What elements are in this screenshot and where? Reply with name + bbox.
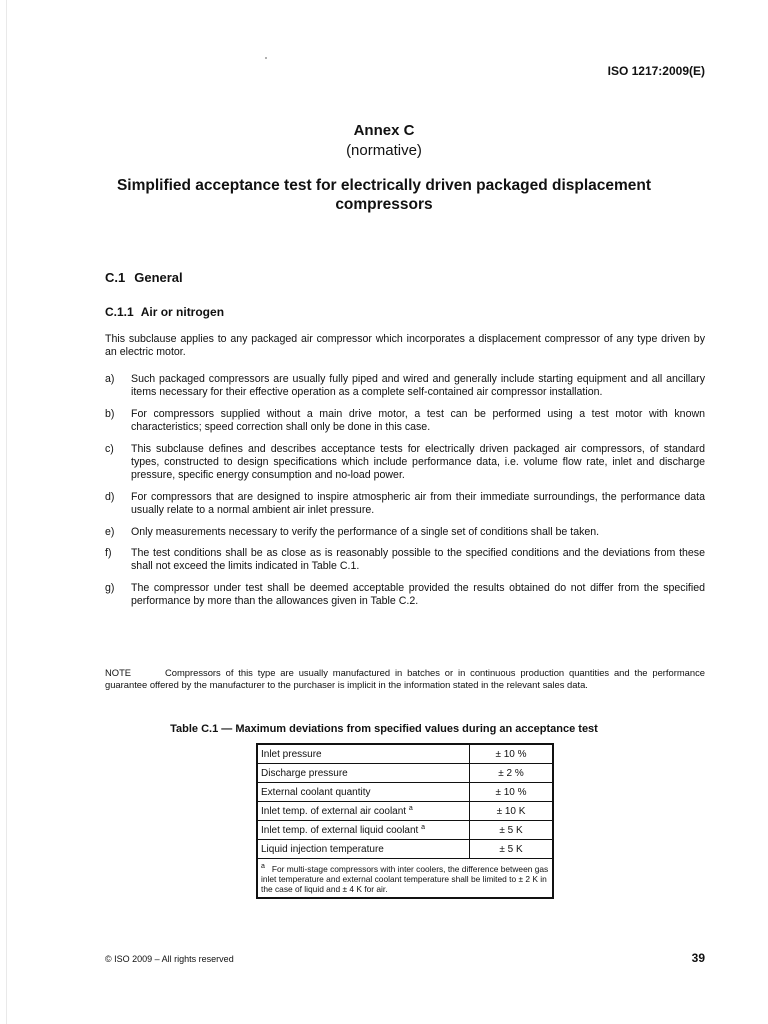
list-item — [105, 373, 705, 400]
list-item-text: For compressors supplied without a main drive motor, a test can be performed using a test motor with known characteristics; speed correction shall only be done in this case. — [131, 407, 705, 434]
list-item-text: For compressors that are designed to inspire atmospheric air from their immediate surroundings, the performance data usually relate to a normal ambient air inlet pressure. — [131, 490, 705, 517]
footnote-marker: a — [261, 863, 265, 870]
annex-subtitle: (normative) — [346, 142, 422, 159]
note-text: Compressors of this type are usually manufactured in batches or in continuous production quantities and the performance guarantee offered by the manufacturer to the purchaser is implicit in the information stated in the relevant sales data. — [105, 667, 705, 690]
list-item — [105, 547, 705, 574]
table-cell-value: ± 10 % — [470, 783, 554, 802]
parameter-label: Inlet temp. of external liquid coolant — [261, 825, 419, 836]
footnote-text: For multi-stage compressors with inter coolers, the difference between gas inlet temperature and external coolant temperature shall be limited to ± 2 K in the case of liquid and ± 4 K for air. — [261, 864, 549, 894]
table-footnote-row — [257, 859, 553, 899]
section-title: General — [134, 270, 183, 285]
annex-heading — [0, 121, 768, 161]
table-footnote — [257, 859, 553, 899]
footnote-reference: a — [408, 805, 413, 812]
table-cell-parameter — [257, 764, 470, 783]
table-cell-value: ± 2 % — [470, 764, 554, 783]
annex-main-title: Simplified acceptance test for electrically driven packaged displacement compressors — [116, 177, 652, 213]
list-item-marker: f) — [105, 547, 112, 560]
list-item-text: The test conditions shall be as close as is reasonably possible to the specified conditions and the deviations from these shall not exceed the limits indicated in Table C.1. — [131, 547, 705, 573]
list-item-marker: e) — [105, 525, 115, 538]
document-identifier: ISO 1217:2009(E) — [607, 64, 705, 78]
list-item — [105, 491, 705, 518]
subsection-heading — [105, 305, 224, 319]
list-item-marker: a) — [105, 373, 115, 385]
table-row — [257, 764, 553, 783]
subsection-number: C.1.1 — [105, 305, 134, 319]
intro-paragraph: This subclause applies to any packaged air compressor which incorporates a displacement compressor of any type driven by an electric motor. — [105, 333, 705, 359]
list-item-text: This subclause defines and describes acceptance tests for electrically driven packaged air compressors, of standard types, constructed to design specifications which include performance data, i.e. volume flow rate, inlet and discharge pressure, specific energy consumption and no-load power. — [131, 442, 705, 482]
table-cell-parameter — [257, 840, 470, 859]
table-cell-value: ± 10 K — [470, 802, 554, 821]
table-row — [257, 821, 553, 840]
footnote-reference: a — [421, 824, 426, 831]
list-item-marker: d) — [105, 490, 115, 503]
requirements-list — [105, 373, 705, 617]
list-item — [105, 526, 705, 539]
table-row — [257, 802, 553, 821]
list-item-text: Such packaged compressors are usually fully piped and wired and generally include starting equipment and all ancillary items necessary for their effective operation as a complete self-contained air compressor installation. — [131, 373, 705, 399]
table-row — [257, 744, 553, 764]
table-row — [257, 783, 553, 802]
note-paragraph — [105, 667, 705, 691]
table-caption: Table C.1 — Maximum deviations from specified values during an acceptance test — [170, 723, 598, 735]
table-row — [257, 840, 553, 859]
list-item-marker: g) — [105, 581, 115, 594]
parameter-label: Liquid injection temperature — [261, 843, 384, 855]
list-item-text: The compressor under test shall be deemed acceptable provided the results obtained do not differ from the specified performance by more than the allowances given in Table C.2. — [131, 581, 705, 608]
list-item-marker: b) — [105, 407, 115, 420]
table-cell-parameter — [257, 744, 470, 764]
list-item-marker: c) — [105, 442, 114, 455]
annex-title: Annex C — [353, 122, 415, 139]
section-heading — [105, 270, 183, 285]
table-cell-parameter — [257, 821, 470, 840]
list-item — [105, 582, 705, 609]
copyright-notice: © ISO 2009 – All rights reserved — [105, 954, 234, 964]
note-label: NOTE — [105, 667, 132, 678]
parameter-label: Inlet temp. of external air coolant — [261, 806, 407, 817]
scan-speck — [265, 57, 267, 59]
deviation-table — [256, 743, 554, 899]
table-cell-parameter — [257, 802, 470, 821]
list-item — [105, 408, 705, 435]
table-cell-value: ± 5 K — [470, 840, 554, 859]
table-cell-parameter — [257, 783, 470, 802]
parameter-label: Discharge pressure — [261, 767, 348, 779]
parameter-label: External coolant quantity — [261, 786, 371, 798]
parameter-label: Inlet pressure — [261, 748, 322, 760]
table-cell-value: ± 10 % — [470, 744, 554, 764]
list-item — [105, 443, 705, 483]
subsection-title: Air or nitrogen — [140, 305, 225, 319]
section-number: C.1 — [105, 270, 126, 285]
list-item-text: Only measurements necessary to verify the performance of a single set of conditions shall be taken. — [131, 525, 600, 538]
page-number: 39 — [691, 951, 705, 965]
table-cell-value: ± 5 K — [470, 821, 554, 840]
